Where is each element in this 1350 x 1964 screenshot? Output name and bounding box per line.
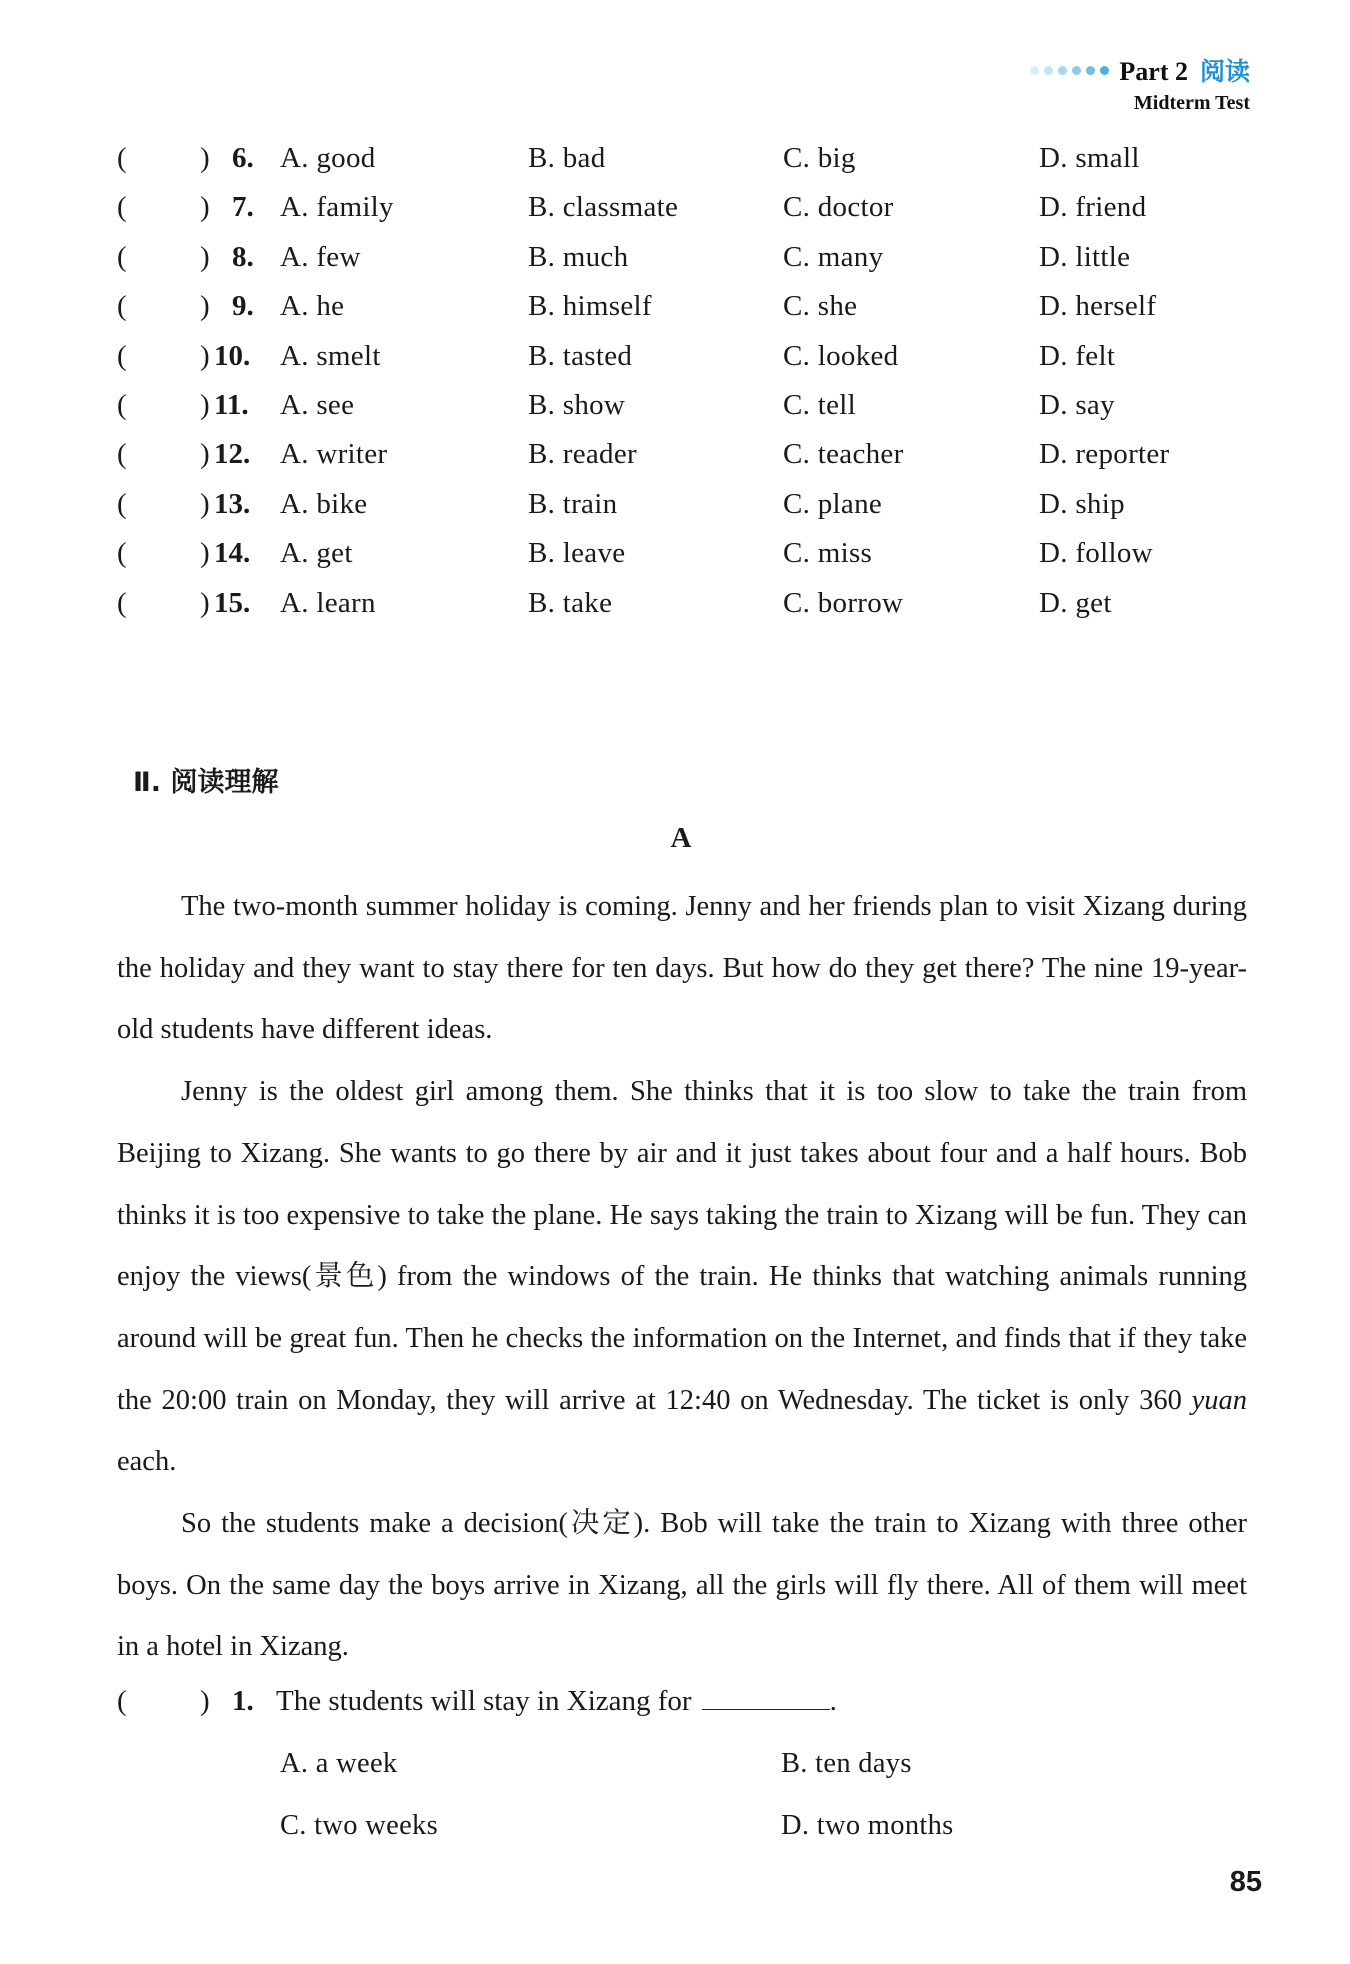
question-number: 8.	[232, 240, 254, 273]
option-c[interactable]: C. many	[783, 240, 884, 273]
option-b[interactable]: B. train	[528, 487, 618, 520]
header-part-row	[1030, 52, 1250, 88]
dot-4	[1072, 66, 1081, 75]
option-d[interactable]: D. say	[1039, 389, 1115, 421]
question-stem-end: .	[829, 1685, 837, 1717]
option-b[interactable]: B. bad	[528, 142, 606, 174]
option-b[interactable]: B. show	[528, 389, 626, 421]
option-c[interactable]: C. miss	[783, 537, 873, 570]
answer-paren-open[interactable]: (	[117, 537, 127, 570]
question-number: 11.	[214, 389, 249, 421]
dot-3	[1058, 66, 1067, 75]
answer-paren-close: )	[200, 438, 210, 471]
answer-paren-close: )	[200, 389, 210, 421]
cloze-question-row	[0, 286, 1350, 326]
answer-blank[interactable]	[702, 1687, 830, 1710]
passage-paragraph-2-text: Jenny is the oldest girl among them. She thinks that it is too slow to take the train from Beijing to Xizang. She wants to go there by air and it just takes about four and a half hours. Bob thinks it is too expensive to take the plane. He says taking the train to Xizang will be fun. They can enjoy the views(景色) from the windows of the train. He thinks that watching animals running around will be great fun. Then he checks the information on the Internet, and finds that if they take the 20:00 train on Monday, they will arrive at 12:40 on Wednesday. The ticket is only 360	[117, 1076, 1247, 1416]
option-b[interactable]: B. tasted	[528, 339, 633, 372]
option-c[interactable]: C. she	[783, 290, 858, 323]
answer-paren-open[interactable]: (	[117, 339, 127, 372]
answer-paren-close: )	[200, 191, 210, 224]
option-c[interactable]: C. borrow	[783, 586, 904, 619]
answer-paren-open[interactable]: (	[117, 191, 127, 224]
option-a[interactable]: A. smelt	[280, 339, 381, 372]
question-stem	[276, 1681, 837, 1721]
option-c[interactable]: C. teacher	[783, 438, 904, 471]
passage-label: A	[670, 822, 692, 854]
cloze-question-row	[0, 336, 1350, 376]
answer-paren-close: )	[200, 487, 210, 520]
dot-1	[1030, 66, 1039, 75]
cloze-question-row	[0, 138, 1350, 178]
answer-paren-open[interactable]: (	[117, 389, 127, 421]
option-b[interactable]: B. ten days	[781, 1748, 912, 1779]
answer-paren-open[interactable]: (	[117, 438, 127, 471]
answer-paren-close: )	[200, 290, 210, 323]
option-d[interactable]: D. ship	[1039, 487, 1125, 520]
option-b[interactable]: B. take	[528, 586, 613, 619]
question-number: 9.	[232, 290, 254, 323]
answer-paren-close: )	[200, 1685, 210, 1717]
section-title: Ⅱ. 阅读理解	[133, 767, 279, 798]
answer-paren-open[interactable]: (	[117, 290, 127, 323]
option-a[interactable]: A. few	[280, 240, 361, 273]
option-d[interactable]: D. felt	[1039, 339, 1116, 372]
passage-italic-yuan: yuan	[1191, 1384, 1248, 1416]
option-d[interactable]: D. reporter	[1039, 438, 1170, 471]
cloze-question-row	[0, 484, 1350, 524]
cloze-question-row	[0, 533, 1350, 573]
option-c[interactable]: C. big	[783, 142, 856, 174]
option-d[interactable]: D. follow	[1039, 537, 1153, 570]
question-number: 14.	[214, 537, 251, 570]
part-label: Part 2	[1119, 57, 1188, 86]
answer-paren-close: )	[200, 240, 210, 273]
option-b[interactable]: B. leave	[528, 537, 626, 570]
question-stem-text: The students will stay in Xizang for	[276, 1685, 692, 1717]
question-number: 1.	[232, 1685, 254, 1717]
page-number: 85	[1229, 1866, 1262, 1898]
option-a[interactable]: A. get	[280, 537, 353, 570]
option-c[interactable]: C. plane	[783, 487, 883, 520]
option-a[interactable]: A. he	[280, 290, 345, 323]
option-d[interactable]: D. herself	[1039, 290, 1157, 323]
cloze-question-row	[0, 187, 1350, 227]
passage-paragraph-3: So the students make a decision(决定). Bob will take the train to Xizang with three other boys. On the same day the boys arrive in Xizang, all the girls will fly there. All of them will meet in a hotel in Xizang.	[117, 1508, 1247, 1663]
passage-paragraph-2	[117, 1061, 1247, 1493]
reading-passage	[117, 876, 1247, 1678]
option-a[interactable]: A. bike	[280, 487, 368, 520]
answer-paren-close: )	[200, 339, 210, 372]
option-a[interactable]: A. good	[280, 142, 376, 174]
option-d[interactable]: D. little	[1039, 240, 1131, 273]
dot-5	[1086, 66, 1095, 75]
answer-paren-close: )	[200, 142, 210, 174]
answer-paren-open[interactable]: (	[117, 586, 127, 619]
answer-paren-open[interactable]: (	[117, 1685, 127, 1717]
option-d[interactable]: D. two months	[781, 1810, 954, 1841]
question-number: 10.	[214, 339, 251, 372]
question-number: 12.	[214, 438, 251, 471]
dot-6	[1100, 66, 1109, 75]
option-b[interactable]: B. much	[528, 240, 629, 273]
option-a[interactable]: A. family	[280, 191, 394, 224]
answer-paren-close: )	[200, 537, 210, 570]
option-d[interactable]: D. small	[1039, 142, 1140, 174]
answer-paren-open[interactable]: (	[117, 487, 127, 520]
option-b[interactable]: B. reader	[528, 438, 637, 471]
option-b[interactable]: B. himself	[528, 290, 652, 323]
answer-paren-open[interactable]: (	[117, 142, 127, 174]
passage-paragraph-2-end: each.	[117, 1446, 177, 1478]
header-subtitle: Midterm Test	[1133, 92, 1250, 114]
cloze-question-row	[0, 434, 1350, 474]
decorative-dots	[1030, 66, 1109, 75]
comprehension-question-1	[0, 1681, 1350, 1721]
question-number: 13.	[214, 487, 251, 520]
cloze-question-row	[0, 583, 1350, 623]
option-c[interactable]: C. two weeks	[280, 1810, 438, 1841]
option-c[interactable]: C. looked	[783, 339, 899, 372]
answer-paren-open[interactable]: (	[117, 240, 127, 273]
option-a[interactable]: A. learn	[280, 586, 376, 619]
option-a[interactable]: A. see	[280, 389, 355, 421]
question-number: 15.	[214, 586, 251, 619]
option-a[interactable]: A. a week	[280, 1748, 398, 1779]
option-c[interactable]: C. tell	[783, 389, 856, 421]
option-d[interactable]: D. friend	[1039, 191, 1147, 224]
question-number: 7.	[232, 191, 254, 224]
question-number: 6.	[232, 142, 254, 174]
option-b[interactable]: B. classmate	[528, 191, 679, 224]
option-c[interactable]: C. doctor	[783, 191, 894, 224]
cloze-question-row	[0, 237, 1350, 277]
passage-paragraph-1: The two-month summer holiday is coming. Jenny and her friends plan to visit Xizang during the holiday and they want to stay there for ten days. But how do they get there? The nine 19-year-old students have different ideas.	[117, 891, 1247, 1046]
page-header	[1030, 52, 1250, 115]
option-a[interactable]: A. writer	[280, 438, 388, 471]
answer-paren-close: )	[200, 586, 210, 619]
option-d[interactable]: D. get	[1039, 586, 1112, 619]
dot-2	[1044, 66, 1053, 75]
part-chinese-label: 阅读	[1199, 57, 1250, 86]
cloze-question-row	[0, 385, 1350, 425]
